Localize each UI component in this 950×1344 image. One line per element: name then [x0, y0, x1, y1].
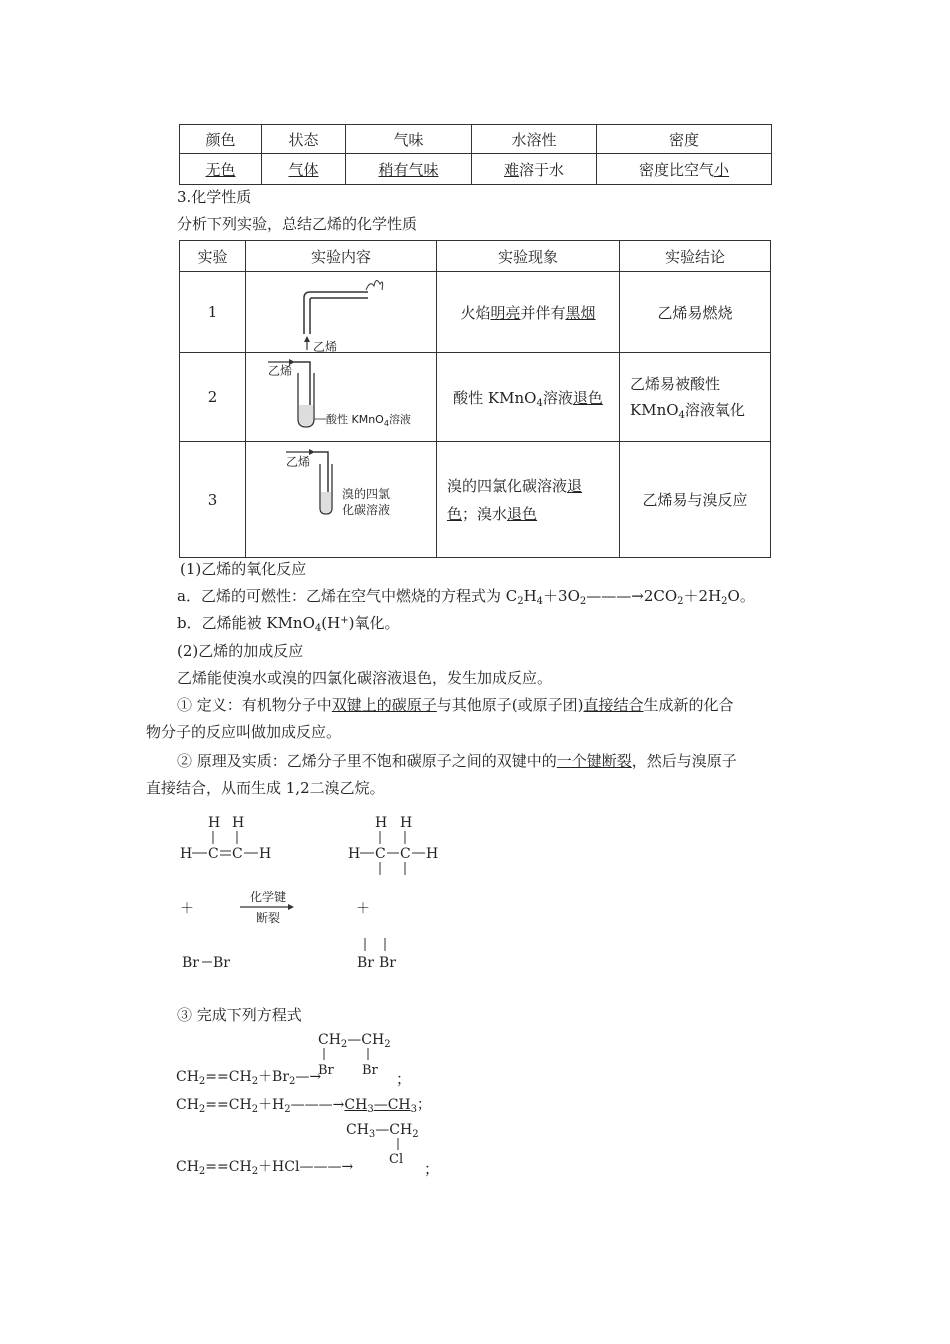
section-3-intro: 分析下列实验，总结乙烯的化学性质 [177, 215, 418, 233]
exp-phenomenon: 酸性 KMnO$_4$溶液退色 [437, 353, 620, 442]
svg-text:H: H [232, 815, 245, 831]
svg-text:H: H [180, 846, 193, 862]
svg-text:H: H [348, 846, 361, 862]
exp-conclusion: 乙烯易被酸性 KMnO$_4$溶液氧化 [620, 353, 771, 442]
combustion-apparatus-figure [246, 272, 436, 352]
equations-title: ③ 完成下列方程式 [177, 1006, 302, 1024]
value-color: 无色 [180, 154, 262, 185]
eq1-br-right: Br [362, 1063, 378, 1078]
svg-text:C: C [400, 846, 411, 862]
exp-num: 2 [180, 353, 246, 442]
svg-text:Br: Br [213, 955, 230, 971]
svg-text:乙烯: 乙烯 [286, 455, 311, 469]
eq3-cl: Cl [389, 1152, 404, 1167]
kmno4-oxidation-text: b．乙烯能被 KMnO$_4$(H+)氧化。 [177, 614, 400, 634]
value-odor: 稍有气味 [346, 154, 472, 185]
svg-text:H: H [426, 846, 439, 862]
eq2: $CH_2==CH_2+H_2———\to CH_3—CH_3$； [176, 1097, 431, 1115]
exp-figure-bromine [246, 442, 437, 558]
bromine-test-tube-figure [246, 442, 436, 556]
svg-text:化学键: 化学键 [250, 890, 287, 904]
svg-text:＋: ＋ [180, 901, 194, 917]
svg-text:断裂: 断裂 [256, 911, 281, 925]
svg-text:＋: ＋ [356, 901, 370, 917]
eq3-end: ； [424, 1160, 440, 1178]
svg-text:Br: Br [357, 955, 374, 971]
header-state: 状态 [262, 125, 346, 154]
addition-definition-cont: 物分子的反应叫做加成反应。 [146, 723, 342, 741]
addition-mechanism: ② 原理及实质：乙烯分子里不饱和碳原子之间的双键中的一个键断裂，然后与溴原子 [177, 752, 737, 770]
exp-row-1 [180, 272, 771, 353]
eq1-product-top: $CH_2—CH_2$ [318, 1032, 391, 1050]
value-state: 气体 [262, 154, 346, 185]
value-solubility: 难溶于水 [472, 154, 597, 185]
exp-conclusion: 乙烯易与溴反应 [620, 442, 771, 558]
oxidation-title: (1)乙烯的氧化反应 [180, 560, 307, 578]
value-density: 密度比空气小 [597, 154, 772, 185]
svg-text:H: H [375, 815, 388, 831]
exp-header-conclusion: 实验结论 [620, 241, 771, 272]
addition-intro: 乙烯能使溴水或溴的四氯化碳溶液退色，发生加成反应。 [177, 669, 553, 687]
experiment-table [179, 240, 771, 558]
combustion-equation: a．乙烯的可燃性：乙烯在空气中燃烧的方程式为 $C_2H_4+3O_2———\to 2CO_2+2H_2O$。 [177, 587, 755, 607]
svg-text:C: C [208, 846, 219, 862]
svg-text:C: C [375, 846, 386, 862]
bond-breaking-scheme [170, 810, 570, 980]
header-odor: 气味 [346, 125, 472, 154]
addition-definition: ① 定义：有机物分子中双键上的碳原子与其他原子(或原子团)直接结合生成新的化合 [177, 696, 734, 714]
section-3-title: 3.化学性质 [177, 188, 252, 206]
exp-row-3 [180, 442, 771, 558]
svg-text:Br: Br [379, 955, 396, 971]
eq1-end: ； [396, 1070, 412, 1088]
exp-header-content: 实验内容 [246, 241, 437, 272]
kmno4-test-tube-figure [246, 353, 436, 441]
eq1-lhs: $CH_2==CH_2+Br_2—\to$ [176, 1069, 322, 1087]
exp-figure-combustion [246, 272, 437, 353]
header-density: 密度 [597, 125, 772, 154]
svg-text:化碳溶液: 化碳溶液 [342, 503, 391, 517]
eq3-lhs: $CH_2==CH_2+HCl———\to$ [176, 1159, 354, 1177]
header-color: 颜色 [180, 125, 262, 154]
svg-text:C: C [232, 846, 243, 862]
fig-ethylene-label: 乙烯 [313, 340, 338, 354]
svg-text:H: H [208, 815, 221, 831]
svg-text:Br: Br [182, 955, 199, 971]
svg-text:乙烯: 乙烯 [268, 364, 293, 378]
exp-phenomenon: 溴的四氯化碳溶液退 色；溴水退色 [437, 442, 620, 558]
exp-header-phenomenon: 实验现象 [437, 241, 620, 272]
exp-phenomenon: 火焰明亮并伴有黑烟 [437, 272, 620, 353]
physical-properties-table [179, 124, 772, 185]
header-solubility: 水溶性 [472, 125, 597, 154]
exp-num: 3 [180, 442, 246, 558]
svg-text:溴的四氯: 溴的四氯 [342, 487, 391, 501]
exp-row-2 [180, 353, 771, 442]
exp-num: 1 [180, 272, 246, 353]
svg-text:H: H [400, 815, 413, 831]
addition-title: (2)乙烯的加成反应 [177, 642, 304, 660]
exp-header-num: 实验 [180, 241, 246, 272]
eq1-br-left: Br [318, 1063, 334, 1078]
svg-text:酸性 KMnO4溶液: 酸性 KMnO$_4$溶液 [326, 413, 411, 428]
svg-text:H: H [259, 846, 272, 862]
eq3-product-top: $CH_3—CH_2$ [346, 1122, 419, 1140]
addition-mechanism-cont: 直接结合，从而生成 1,2二溴乙烷。 [146, 779, 385, 797]
exp-figure-kmno4 [246, 353, 437, 442]
exp-conclusion: 乙烯易燃烧 [620, 272, 771, 353]
